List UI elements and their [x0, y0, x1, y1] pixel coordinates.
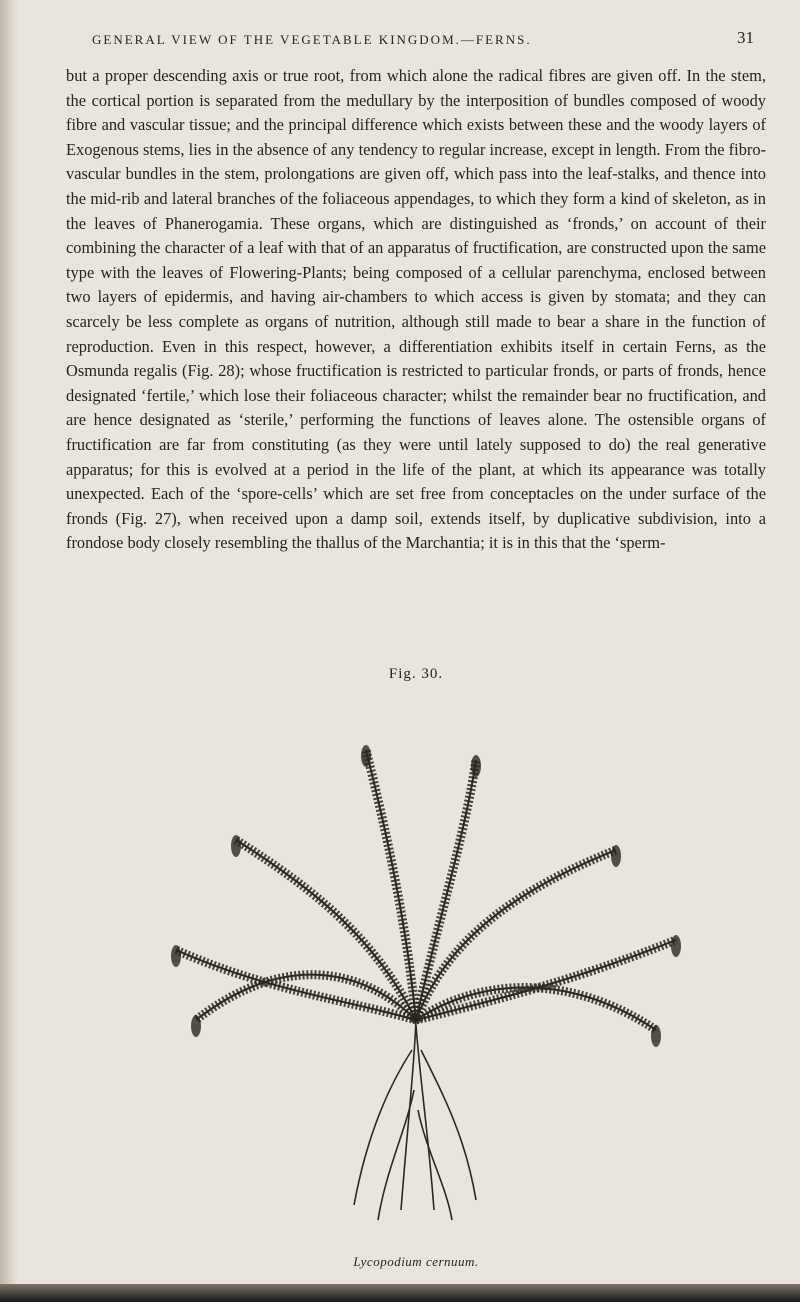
- figure: [66, 666, 766, 1288]
- page-bottom-edge: [0, 1284, 800, 1302]
- figure-label: Fig. 30.: [388, 666, 444, 682]
- cone-tip: [651, 1025, 661, 1047]
- binding-shadow: [0, 0, 18, 1302]
- running-title: GENERAL VIEW OF THE VEGETABLE KINGDOM.—FERNS.: [92, 32, 532, 47]
- cone-tip: [671, 935, 681, 957]
- body-text: [66, 64, 766, 556]
- root-stem: [418, 1110, 452, 1220]
- root-stem: [416, 1025, 434, 1210]
- leafy-branch: [416, 940, 676, 1020]
- cone-tip: [471, 755, 481, 777]
- cone-tip: [231, 835, 241, 857]
- cone-tip: [611, 845, 621, 867]
- root-stem: [421, 1050, 476, 1200]
- cone-tip: [191, 1015, 201, 1037]
- root-stem: [401, 1020, 416, 1210]
- cone-tip: [361, 745, 371, 767]
- page-number: 31: [737, 28, 754, 47]
- body-paragraph: but a proper descending axis or true root, from which alone the radical fibres are given off. In the stem, the cortical portion is separated from the medullary by the interposition of bundles composed of woody fibre and vascular tissue; and the principal difference which exists between these and the woody layers of Exogenous stems, lies in the absence of any tendency to regular increase, except in length. From the fibro-vascular bundles in the stem, prolongations are given off, which pass into the leaf-stalks, and thence into the mid-rib and lateral branches of the foliaceous appendages, to which they form a kind of skeleton, as in the leaves of Phanerogamia. These organs, which are distinguished as ‘fronds,’ on account of their combining the character of a leaf with that of an apparatus of fructification, are constructed upon the same type with the leaves of Flowering-Plants; being composed of a cellular parenchyma, enclosed between two layers of epidermis, and having air-chambers to which access is given by stomata; and they can scarcely be less complete as organs of nutrition, although still made to bear a share in the function of reproduction. Even in this respect, however, a differentiation exhibits itself in certain Ferns, as the Osmunda regalis (Fig. 28); whose fructification is restricted to particular fronds, or parts of fronds, hence designated ‘fertile,’ which lose their foliaceous character; whilst the remainder bear no fructification, and are hence designated as ‘sterile,’ performing the functions of leaves alone. The ostensible organs of fructification are far from constituting (as they were until lately supposed to do) the real generative apparatus; for this is evolved at a period in the life of the plant, at which its appearance was totally unexpected. Each of the ‘spore-cells’ which are set free from conceptacles on the under surface of the fronds (Fig. 27), when received upon a damp soil, extends itself, by duplicative subdivision, into a frondose body closely resembling the thallus of the Marchantia; it is in this that the ‘sperm-: [66, 66, 766, 553]
- cone-tip: [171, 945, 181, 967]
- figure-caption: Lycopodium cernuum.: [353, 1254, 479, 1269]
- lycopodium-illustration: [116, 690, 716, 1230]
- running-head: [92, 28, 762, 50]
- root-stem: [378, 1090, 414, 1220]
- leafy-branch: [366, 750, 416, 1020]
